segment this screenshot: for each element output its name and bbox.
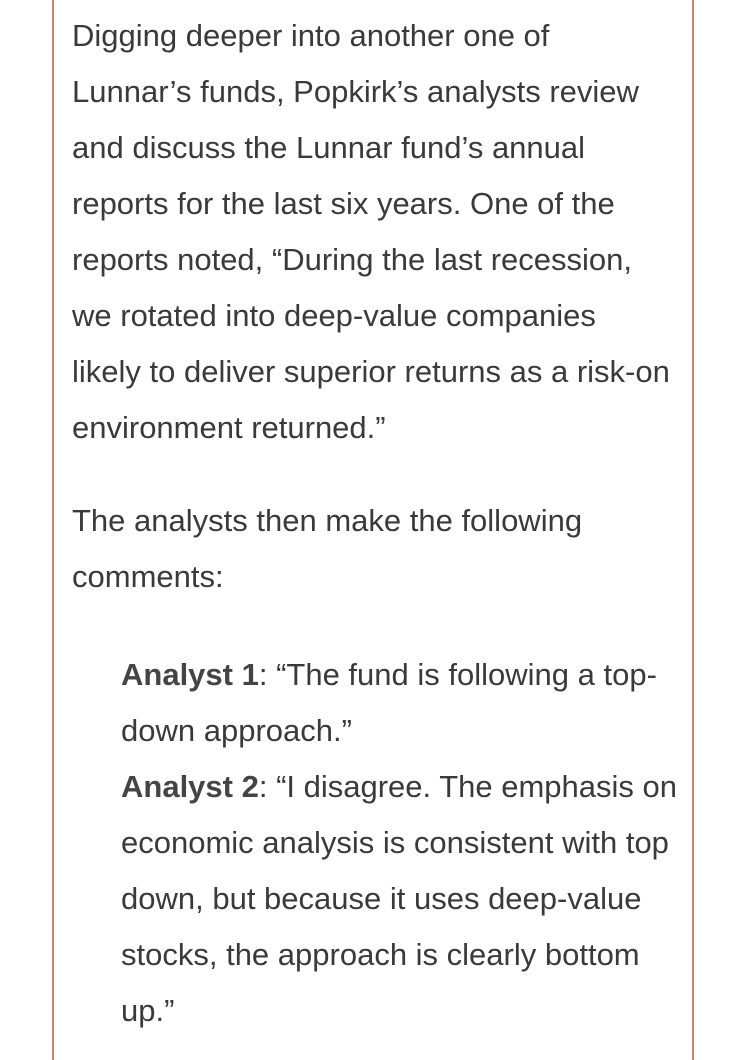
- analyst-1-separator: :: [258, 657, 277, 692]
- analyst-2-name: Analyst 2: [121, 769, 259, 804]
- document-body: [72, 8, 678, 1039]
- lead-in-paragraph: The analysts then make the following comments:: [72, 503, 583, 594]
- analyst-2-text: “I disagree. The emphasis on economic analysis is consistent with top down, but because it uses deep-value stocks, the approach is clearly bottom up.”: [121, 769, 678, 1028]
- intro-paragraph: Digging deeper into another one of Lunnar’s funds, Popkirk’s analysts review and discuss the Lunnar fund’s annual reports for the last six years. One of the reports noted, “During the last recession, we rotated into deep-value companies likely to deliver superior returns as a risk-on environment returned.”: [72, 18, 670, 445]
- analyst-2-comment: [121, 759, 691, 1039]
- analyst-1-comment: [121, 647, 691, 759]
- analyst-1-name: Analyst 1: [121, 657, 259, 692]
- analyst-2-separator: :: [258, 769, 277, 804]
- analyst-comments: [72, 647, 691, 1039]
- analyst-1-text: “The fund is following a top-down approach.”: [121, 657, 657, 748]
